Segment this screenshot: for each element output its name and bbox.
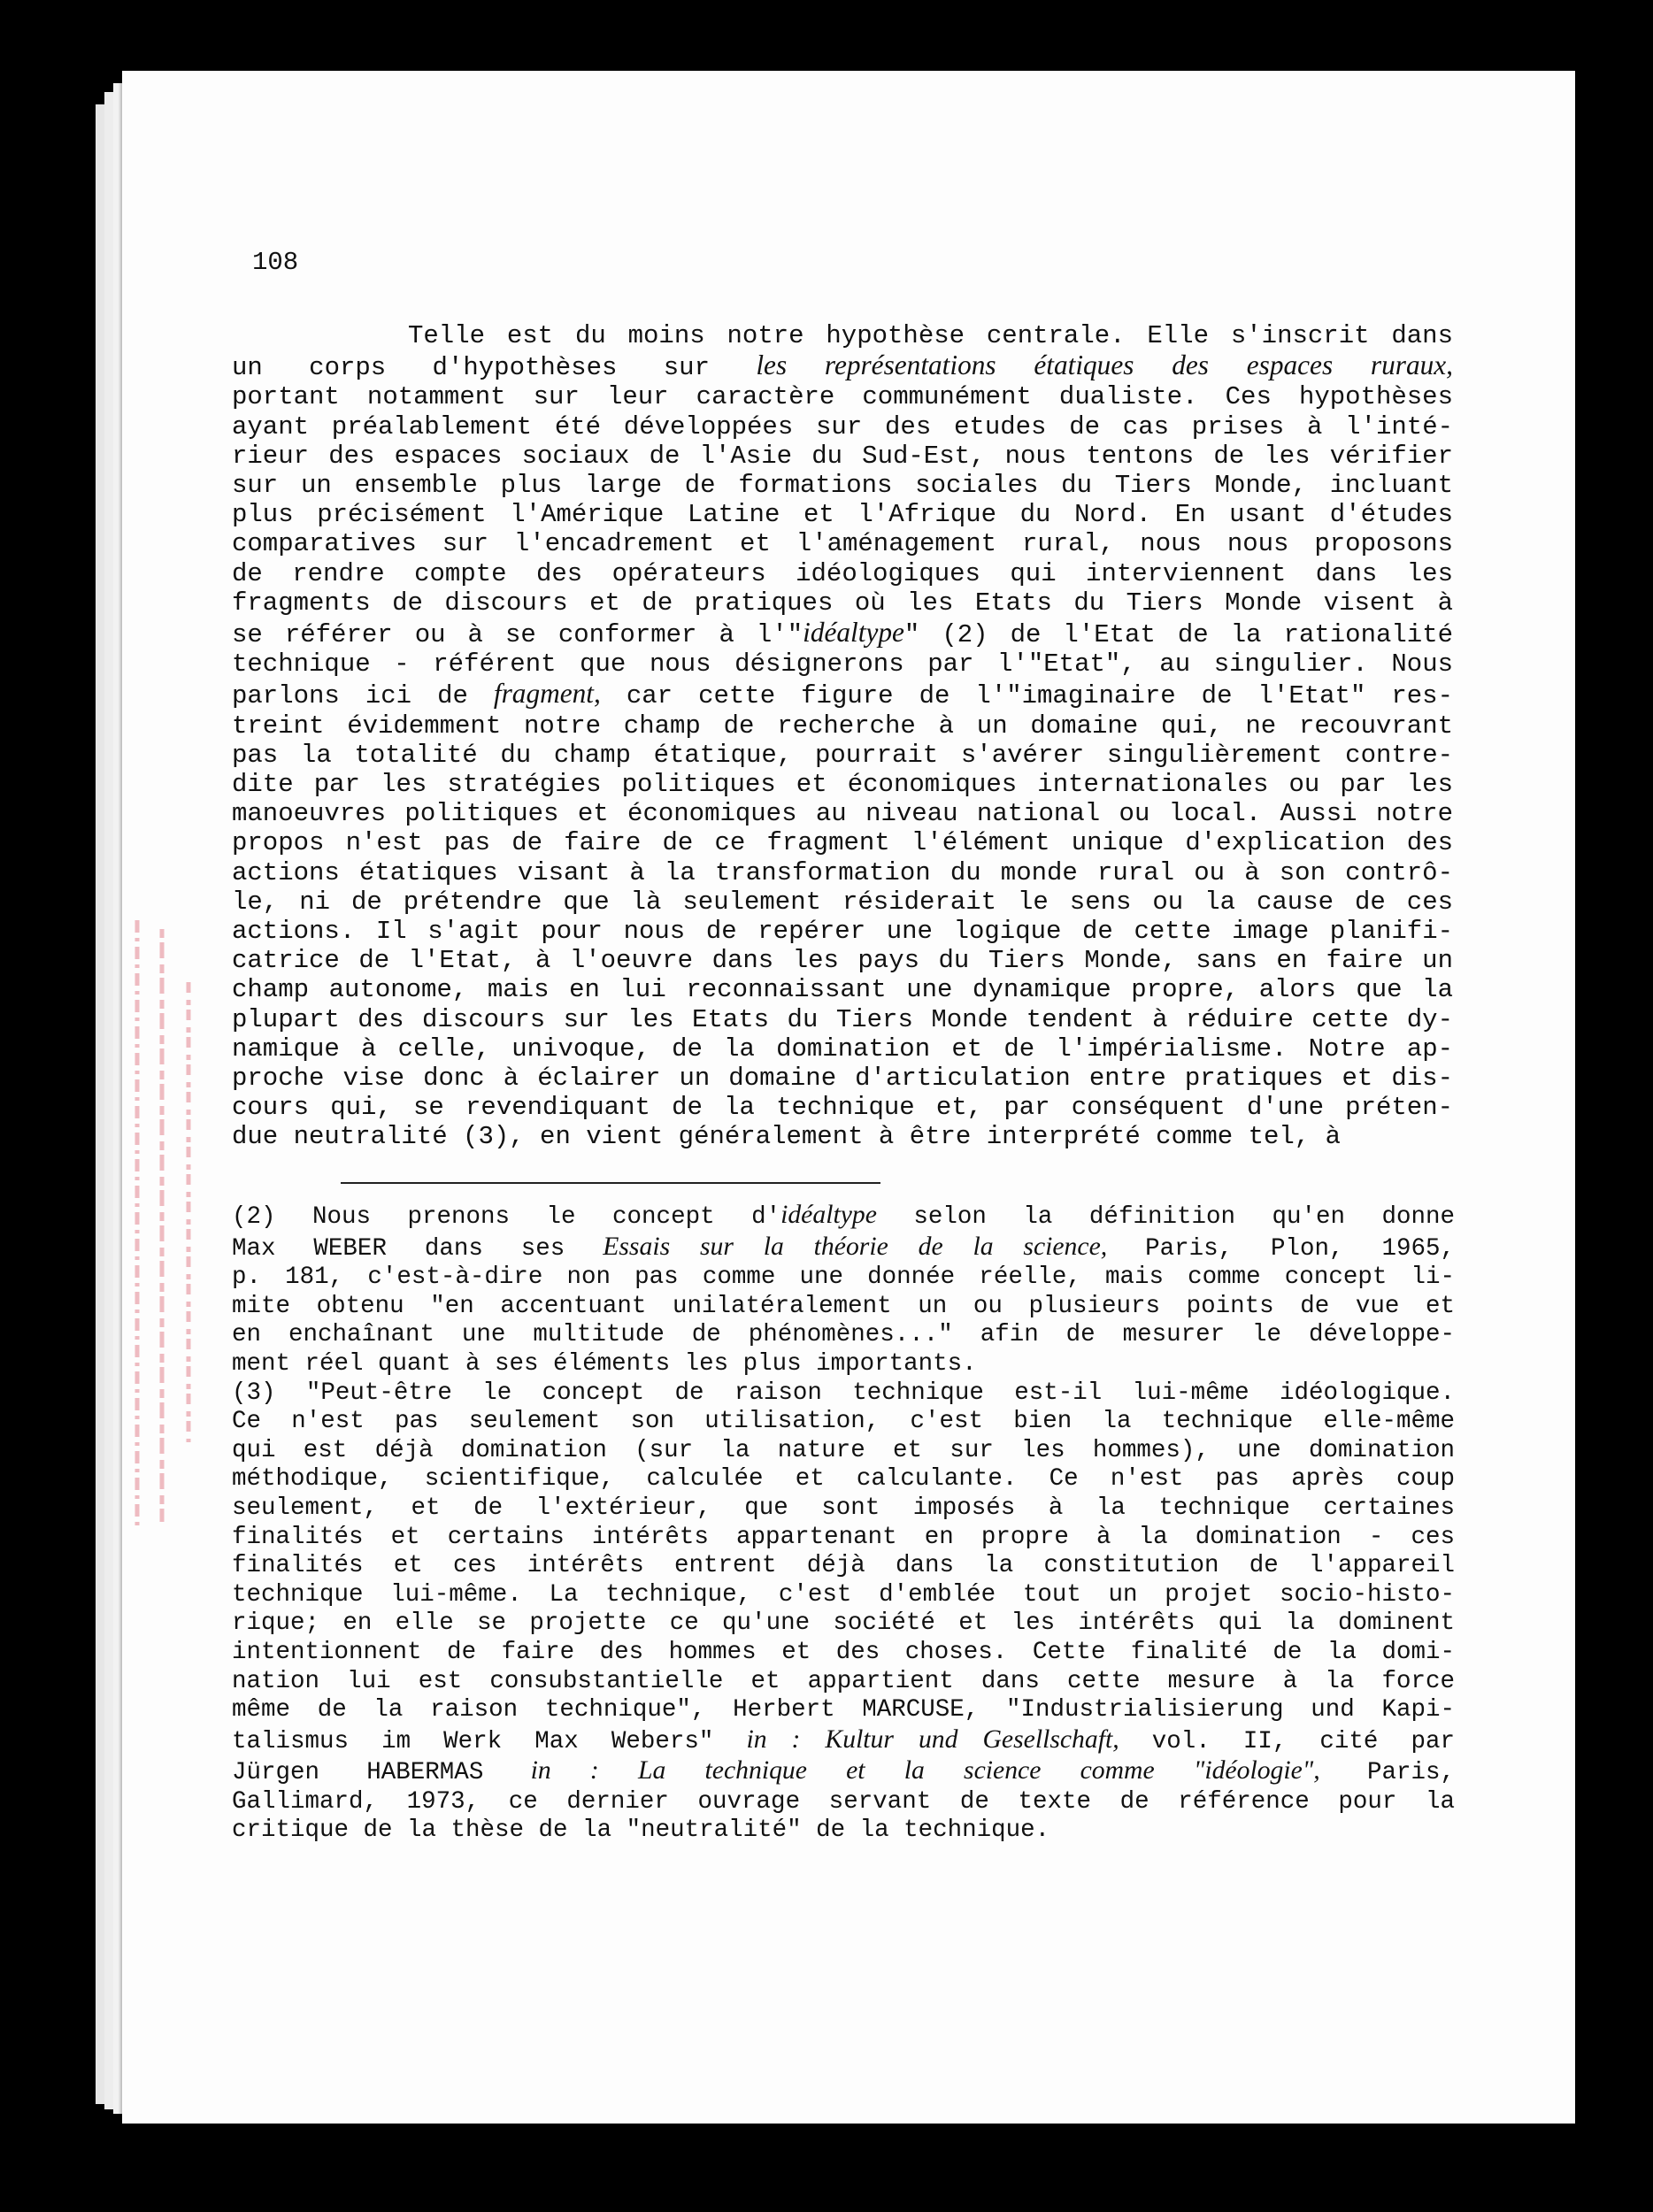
footnote-line: méthodique, scientifique, calculée et calculante. Ce n'est pas après coup	[232, 1465, 1455, 1494]
footnote-line: en enchaînant une multitude de phénomènes..." afin de mesurer le développe-	[232, 1321, 1455, 1349]
body-text-line: de rendre compte des opérateurs idéologiques qui interviennent dans les	[232, 558, 1453, 588]
body-text-line: proche vise donc à éclairer un domaine d'articulation entre pratiques et dis-	[232, 1064, 1453, 1094]
footnote-line: (3) "Peut-être le concept de raison technique est-il lui-même idéologique.	[232, 1379, 1455, 1407]
footnote-line: finalités et ces intérêts entrent déjà dans la constitution de l'appareil	[232, 1552, 1455, 1580]
footnote-line: même de la raison technique", Herbert MARCUSE, "Industrialisierung und Kapi-	[232, 1696, 1455, 1724]
body-text-line: plus précisément l'Amérique Latine et l'Afrique du Nord. En usant d'études	[232, 500, 1453, 530]
footnote-line: rique; en elle se projette ce qu'une société et les intérêts qui la dominent	[232, 1609, 1455, 1638]
footnote-line: ment réel quant à ses éléments les plus importants.	[232, 1349, 977, 1378]
body-text-line: catrice de l'Etat, à l'oeuvre dans les pays du Tiers Monde, sans en faire un	[232, 946, 1453, 976]
body-text-line: treint évidemment notre champ de recherche à un domaine qui, ne recouvrant	[232, 710, 1453, 741]
footnote-line: (2) Nous prenons le concept d'idéaltype selon la définition qu'en donne	[232, 1201, 1455, 1231]
body-text-line: dite par les stratégies politiques et économiques internationales ou par les	[232, 770, 1453, 800]
body-text-line: parlons ici de fragment, car cette figure de l'"imaginaire de l'Etat" res-	[232, 678, 1453, 711]
footnote-line: nation lui est consubstantielle et appartient dans cette mesure à la force	[232, 1667, 1455, 1695]
body-text-line: Telle est du moins notre hypothèse centrale. Elle s'inscrit dans	[232, 321, 1453, 350]
body-text-line: un corps d'hypothèses sur les représentations étatiques des espaces ruraux,	[232, 349, 1453, 383]
body-text-line: comparatives sur l'encadrement et l'aménagement rural, nous nous proposons	[232, 529, 1453, 559]
footnote-line: technique lui-même. La technique, c'est d'emblée tout un projet socio-histo-	[232, 1580, 1455, 1609]
body-text-line: propos n'est pas de faire de ce fragment l'élément unique d'explication des	[232, 828, 1453, 858]
body-text-line: le, ni de prétendre que là seulement résiderait le sens ou la cause de ces	[232, 887, 1453, 917]
body-text-line: technique - référent que nous désignerons par l'"Etat", au singulier. Nous	[232, 649, 1453, 680]
footnote-line: critique de la thèse de la "neutralité" de la technique.	[232, 1816, 1050, 1845]
body-text-line: plupart des discours sur les Etats du Tiers Monde tendent à réduire cette dy-	[232, 1004, 1453, 1034]
page-number: 108	[252, 248, 299, 277]
body-text-line: rieur des espaces sociaux de l'Asie du Sud-Est, nous tentons de les vérifier	[232, 441, 1453, 471]
body-text-line: sur un ensemble plus large de formations sociales du Tiers Monde, incluant	[232, 471, 1453, 501]
footnote-line: p. 181, c'est-à-dire non pas comme une donnée réelle, mais comme concept li-	[232, 1263, 1455, 1292]
body-text-line: actions étatiques visant à la transformation du monde rural ou à son contrô-	[232, 857, 1453, 887]
footnote-line: Max WEBER dans ses Essais sur la théorie de la science, Paris, Plon, 1965,	[232, 1232, 1455, 1263]
footnote-line: mite obtenu "en accentuant unilatéralement un ou plusieurs points de vue et	[232, 1292, 1455, 1320]
footnote-separator-rule	[341, 1182, 880, 1184]
body-text-line: champ autonome, mais en lui reconnaissant une dynamique propre, alors que la	[232, 975, 1453, 1005]
footnote-line: Ce n'est pas seulement son utilisation, c'est bien la technique elle-même	[232, 1408, 1455, 1436]
footnotes	[232, 1201, 1455, 1846]
footnote-line: talismus im Werk Max Webers" in : Kultur und Gesellschaft, vol. II, cité par	[232, 1724, 1455, 1755]
footnote-line: qui est déjà domination (sur la nature et sur les hommes), une domination	[232, 1436, 1455, 1464]
footnote-line: Gallimard, 1973, ce dernier ouvrage servant de texte de référence pour la	[232, 1787, 1455, 1816]
body-text-line: namique à celle, univoque, de la domination et de l'impérialisme. Notre ap-	[232, 1033, 1453, 1064]
body-text-line: pas la totalité du champ étatique, pourrait s'avérer singulièrement contre-	[232, 740, 1453, 770]
body-text-line: cours qui, se revendiquant de la technique et, par conséquent d'une préten-	[232, 1093, 1453, 1123]
footnote-line: Jürgen HABERMAS in : La technique et la science comme "idéologie", Paris,	[232, 1756, 1455, 1787]
body-text-line: actions. Il s'agit pour nous de repérer une logique de cette image planifi-	[232, 917, 1453, 947]
body-text-line: due neutralité (3), en vient généralement à être interprété comme tel, à	[232, 1122, 1342, 1152]
body-text-line: ayant préalablement été développées sur des etudes de cas prises à l'inté-	[232, 411, 1453, 442]
footnote-line: finalités et certains intérêts appartenant en propre à la domination - ces	[232, 1523, 1455, 1551]
footnote-line: intentionnent de faire des hommes et des choses. Cette finalité de la domi-	[232, 1638, 1455, 1666]
body-text-line: manoeuvres politiques et économiques au niveau national ou local. Aussi notre	[232, 799, 1453, 829]
body-text-line: se référer ou à se conformer à l'"idéaltype" (2) de l'Etat de la rationalité	[232, 617, 1454, 650]
body-text-line: fragments de discours et de pratiques où les Etats du Tiers Monde visent à	[232, 588, 1453, 618]
body-paragraph	[232, 321, 1453, 1152]
footnote-line: seulement, et de l'extérieur, que sont imposés à la technique certaines	[232, 1494, 1455, 1522]
body-text-line: portant notamment sur leur caractère communément dualiste. Ces hypothèses	[232, 382, 1453, 412]
